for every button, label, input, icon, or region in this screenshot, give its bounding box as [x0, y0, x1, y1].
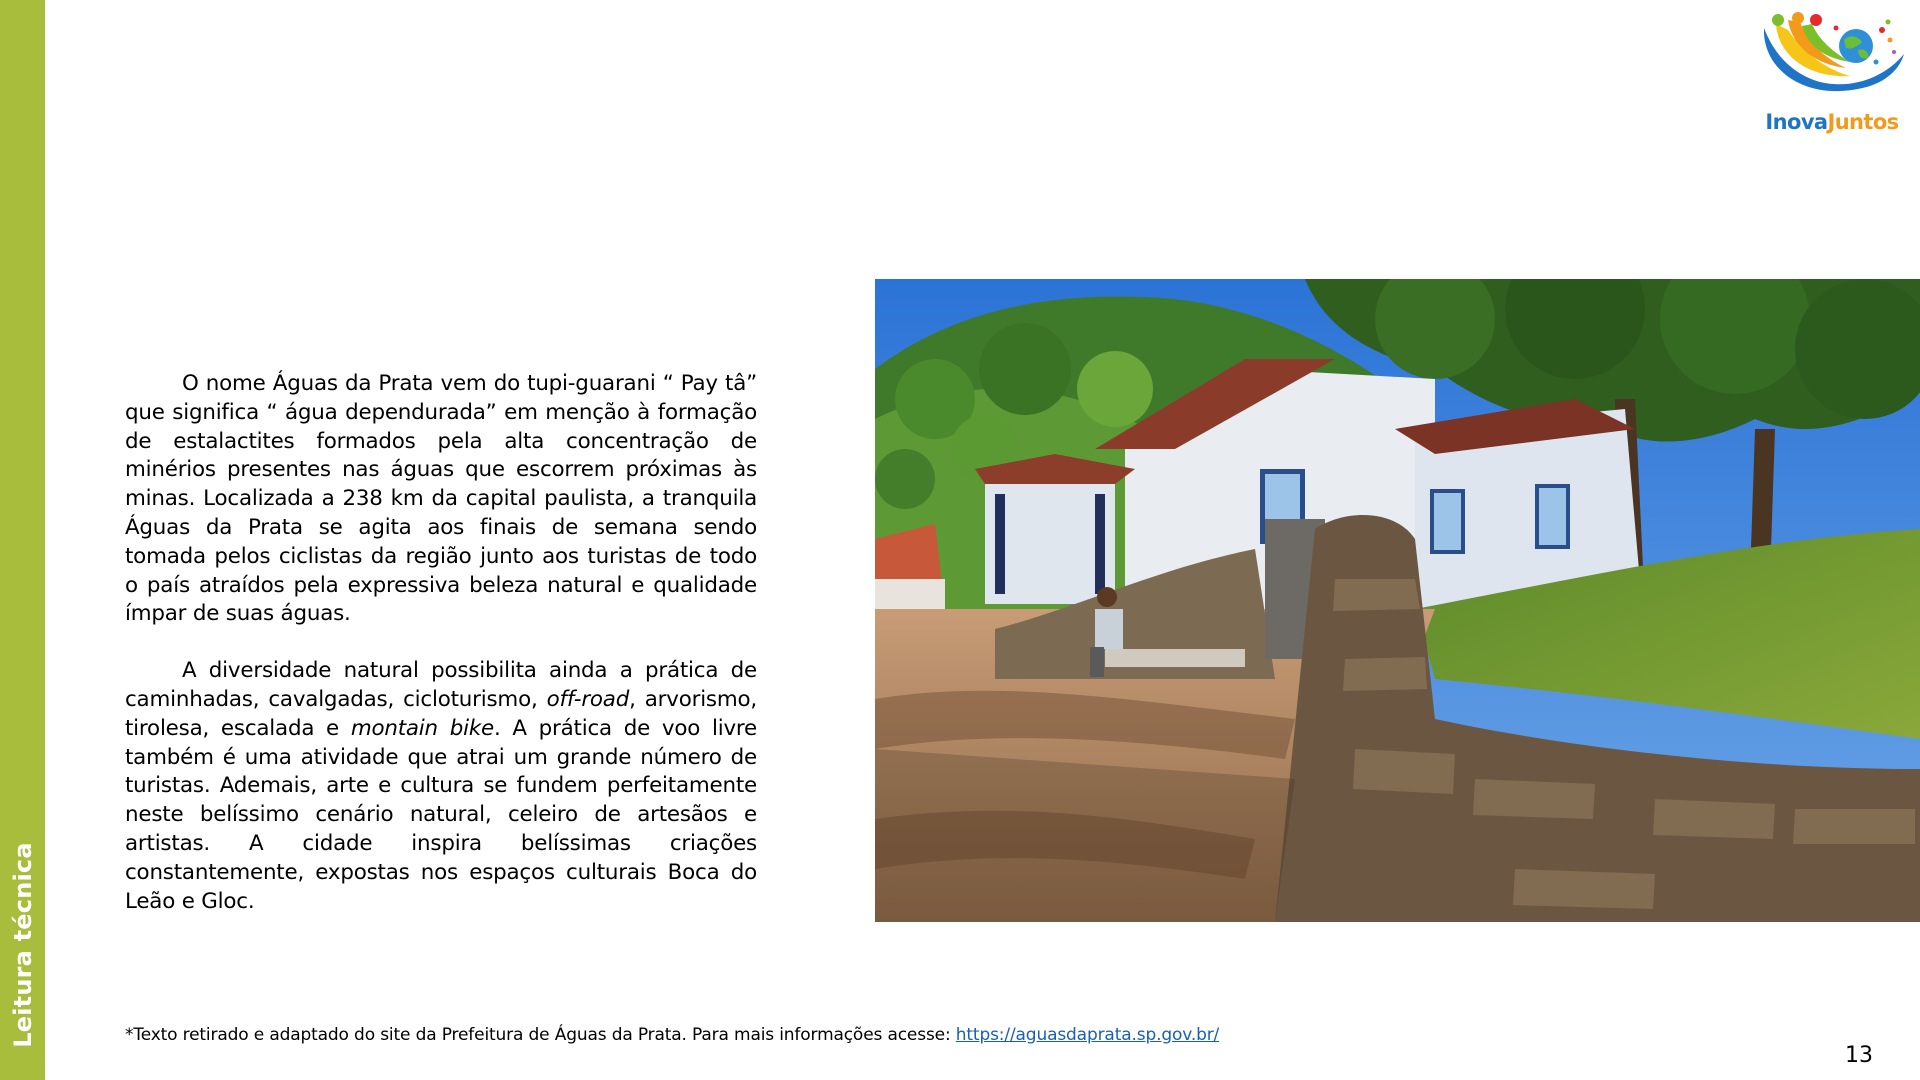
inovajuntos-logo: [1758, 10, 1906, 136]
logo-emblem-icon: [1758, 10, 1906, 110]
page-number: 13: [1845, 1043, 1873, 1068]
colonial-house-photo: [875, 279, 1920, 922]
colonial-house-with-stone-wall-photo: [875, 279, 1920, 922]
source-footnote: *Texto retirado e adaptado do site da Prefeitura de Águas da Prata. Para mais informações acesse: https://aguasdaprata.sp.gov.br/: [125, 1025, 1220, 1045]
logo-wordmark: InovaJuntos: [1765, 110, 1899, 134]
sidebar-label: Leitura técnica: [9, 842, 37, 1048]
sidebar-band: [0, 0, 45, 1080]
body-text: [125, 370, 757, 916]
prefeitura-link[interactable]: https://aguasdaprata.sp.gov.br/: [955, 1025, 1220, 1045]
paragraph-2: A diversidade natural possibilita ainda a prática de caminhadas, cavalgadas, cicloturismo, off-road, arvorismo, tirolesa, escalada e montain bike. A prática de voo livre também é uma atividade que atrai um grande número de turistas. Ademais, arte e cultura se fundem perfeitamente neste belíssimo cenário natural, celeiro de artesãos e artistas. A cidade inspira belíssimas criações constantemente, expostas nos espaços culturais Boca do Leão e Gloc.: [125, 658, 758, 914]
paragraph-1: O nome Águas da Prata vem do tupi-guarani “ Pay tâ” que significa “ água dependurada” em menção à formação de estalactites formados pela alta concentração de minérios presentes nas águas que escorrem próximas às minas. Localizada a 238 km da capital paulista, a tranquila Águas da Prata se agita aos finais de semana sendo tomada pelos ciclistas da região junto aos turistas de todo o país atraídos pela expressiva beleza natural e qualidade ímpar de suas águas.: [125, 371, 757, 627]
